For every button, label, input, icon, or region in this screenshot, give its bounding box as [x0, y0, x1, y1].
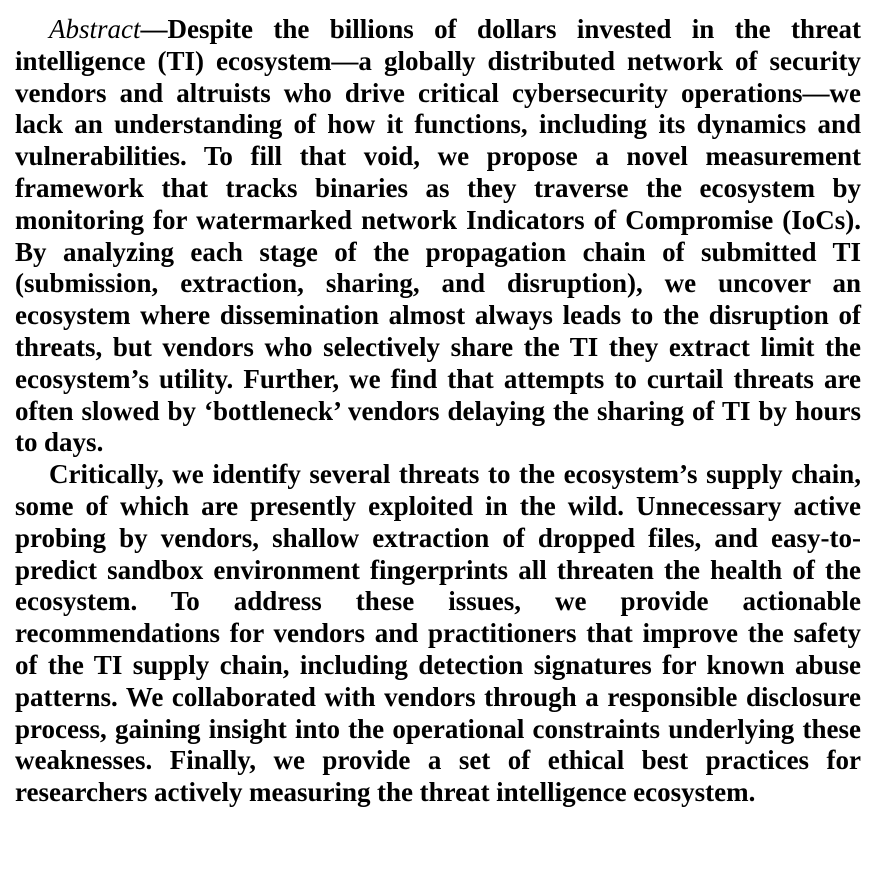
abstract-paragraph-1-text: Despite the billions of dollars invested in the threat intelligence (TI) ecosystem—a globally distributed network of security vendors and altruists who drive critical cybersecurity operations—we lack an understanding of how it functions, including its dynamics and vulnerabilities. To fill that void, we propose a novel measurement framework that tracks binaries as they traverse the ecosystem by monitoring for watermarked network Indicators of Compromise (IoCs). By analyzing each stage of the propagation chain of submitted TI (submission, extraction, sharing, and disruption), we uncover an ecosystem where dissemination almost always leads to the disruption of threats, but vendors who selectively share the TI they extract limit the ecosystem’s utility. Further, we find that attempts to curtail threats are often slowed by ‘bottleneck’ vendors delaying the sharing of TI by hours to days.	[15, 14, 861, 458]
abstract-paragraph-1	[15, 14, 861, 459]
abstract-paragraph-2-text: Critically, we identify several threats to the ecosystem’s supply chain, some of which are presently exploited in the wild. Unnecessary active probing by vendors, shallow extraction of dropped files, and easy-to-predict sandbox environment fingerprints all threaten the health of the ecosystem. To address these issues, we provide actionable recommendations for vendors and practitioners that improve the safety of the TI supply chain, including detection signatures for known abuse patterns. We collaborated with vendors through a responsible disclosure process, gaining insight into the operational constraints underlying these weaknesses. Finally, we provide a set of ethical best practices for researchers actively measuring the threat intelligence ecosystem.	[15, 459, 861, 808]
abstract-label: Abstract	[49, 14, 141, 44]
abstract-dash: —	[140, 14, 168, 44]
abstract-paragraph-2	[15, 459, 861, 809]
abstract-section	[15, 14, 861, 809]
